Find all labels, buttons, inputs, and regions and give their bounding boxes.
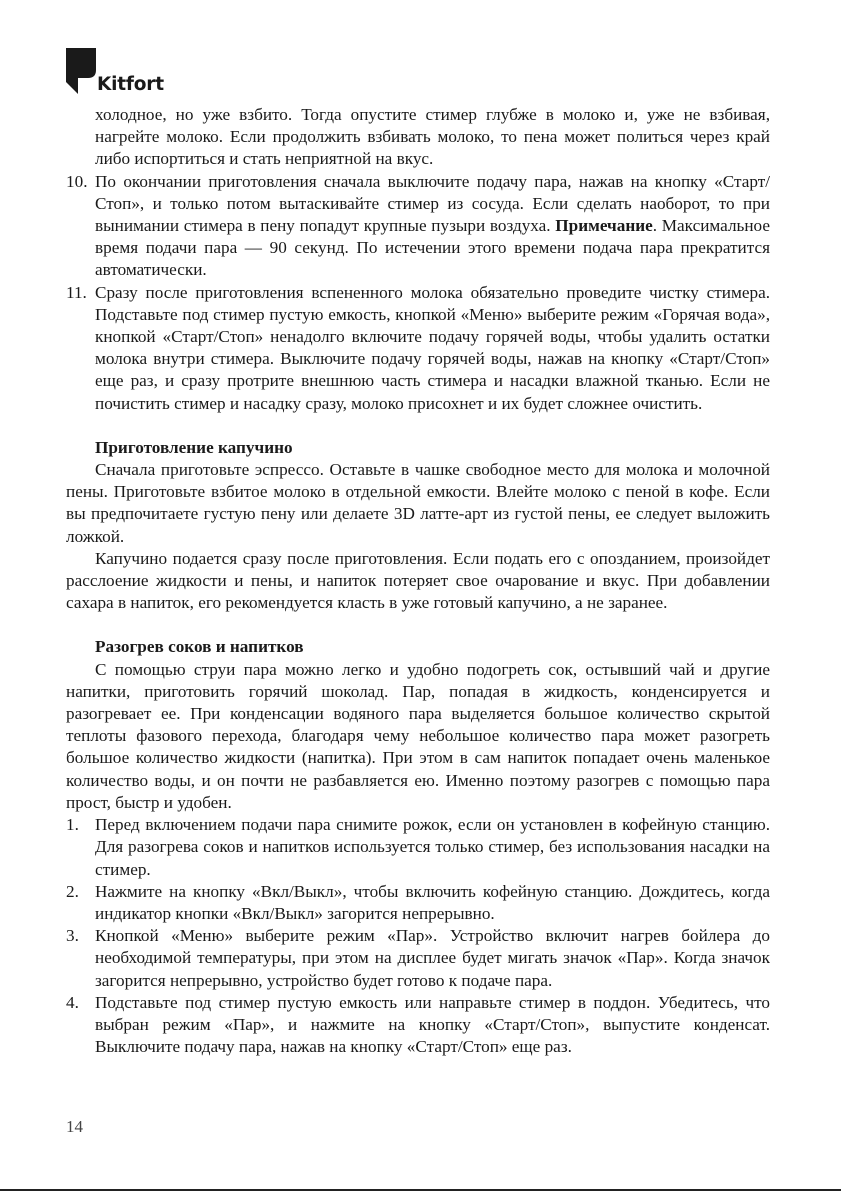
- list-item: [66, 282, 770, 415]
- continuation-paragraph: холодное, но уже взбито. Тогда опустите стимер глубже в молоко и, уже не взбивая, нагрейте молоко. Если продолжить взбивать молоко, то пена может политься через край либо испортиться и стать неприятной на вкус.: [95, 105, 770, 169]
- list-text: Перед включением подачи пара снимите рожок, если он установлен в кофейную станцию. Для разогрева соков и напитков используется только стимер, без использования насадки на стимер.: [95, 815, 770, 879]
- page-number: 14: [66, 1117, 83, 1136]
- list-text: Сразу после приготовления вспененного молока обязательно проведите чистку стимера. Подставьте под стимер пустую емкость, кнопкой «Меню» выберите режим «Горячая вода», кнопкой «Старт/Стоп» ненадолго включите подачу горячей воды, чтобы удалить остатки молока внутри стимера. Выключите подачу горячей воды, нажав на кнопку «Старт/Стоп» еще раз, и сразу протрите внешнюю часть стимера и насадки влажной тканью. Если не почистить стимер и насадку сразу, молоко присохнет и их будет сложнее очистить.: [95, 282, 770, 413]
- section-heading-juice: Разогрев соков и напитков: [95, 637, 304, 657]
- list-item: [66, 881, 770, 925]
- list-item: [66, 171, 770, 282]
- list-item: [66, 814, 770, 881]
- brand-name: Kitfort: [97, 74, 164, 95]
- list-text: Кнопкой «Меню» выберите режим «Пар». Устройство включит нагрев бойлера до необходимой температуры, при этом на дисплее будет мигать значок «Пар». Когда значок загорится непрерывно, устройство будет готово к подаче пара.: [95, 926, 770, 990]
- brand-logo: [66, 48, 176, 98]
- list-text: По окончании приготовления сначала выключите подачу пара, нажав на кнопку «Старт/Стоп», и только потом вытаскивайте стимер из сосуда. Если сделать наоборот, то при вынимании стимера в пену попадут крупные пузыри воздуха.: [95, 171, 770, 236]
- paragraph: Сначала приготовьте эспрессо. Оставьте в чашке свободное место для молока и молочной пены. Приготовьте взбитое молоко в отдельной емкости. Влейте молоко с пеной в кофе. Если вы предпочитаете густую пену или делаете 3D латте-арт из густой пены, ее следует выложить ложкой.: [66, 460, 770, 546]
- paragraph: Капучино подается сразу после приготовления. Если подать его с опозданием, произойдет расслоение жидкости и пены, и напиток потеряет свое очарование и вкус. При добавлении сахара в напиток, его рекомендуется класть в уже готовый капучино, а не заранее.: [66, 548, 770, 613]
- list-number: 10.: [66, 171, 88, 191]
- list-item: [66, 925, 770, 992]
- list-number: 2.: [66, 881, 79, 901]
- list-text: Подставьте под стимер пустую емкость или направьте стимер в поддон. Убедитесь, что выбран режим «Пар», и нажмите на кнопку «Старт/Стоп», выпустите конденсат. Выключите подачу пара, нажав на кнопку «Старт/Стоп» еще раз.: [95, 992, 770, 1057]
- list-text: Нажмите на кнопку «Вкл/Выкл», чтобы включить кофейную станцию. Дождитесь, когда индикатор кнопки «Вкл/Выкл» загорится непрерывно.: [95, 881, 770, 923]
- list-number: 11.: [66, 282, 87, 302]
- section-heading-cappuccino: Приготовление капучино: [95, 437, 293, 457]
- paragraph: С помощью струи пара можно легко и удобно подогреть сок, остывший чай и другие напитки, приготовить горячий шоколад. Пар, попадая в жидкость, конденсируется и разогревает ее. При конденсации водяного пара выделяется большое количество скрытой теплоты фазового перехода, благодаря чему небольшое количество пара может разогреть большое количество жидкости (напитка). При этом в сам напиток попадает очень маленькое количество воды, и он почти не разбавляется ею. Именно поэтому разогрев с помощью пара прост, быстр и удобен.: [66, 659, 770, 812]
- list-item: [66, 992, 770, 1059]
- note-text: . Максимальное время подачи пара — 90 секунд. По истечении этого времени подача пара прекратится автоматически.: [95, 216, 770, 280]
- list-number: 4.: [66, 992, 79, 1012]
- list-number: 3.: [66, 926, 79, 946]
- kitfort-logo-icon: [66, 48, 96, 94]
- page-content: [66, 104, 770, 1058]
- note-label: Примечание: [555, 216, 653, 236]
- list-number: 1.: [66, 815, 79, 835]
